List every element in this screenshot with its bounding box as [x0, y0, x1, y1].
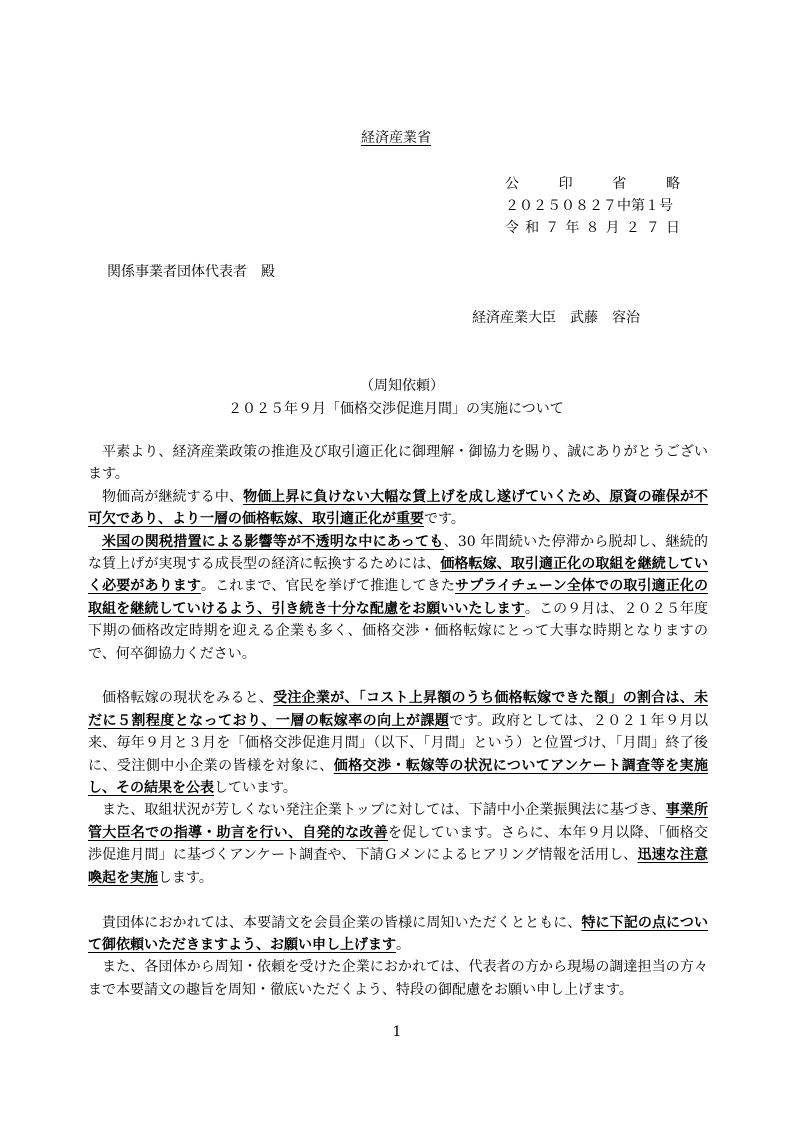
text-run: 貴団体におかれては、本要請文を会員企業の皆様に周知いただくとともに、	[102, 914, 582, 931]
seal-omitted-note	[505, 173, 680, 193]
emphasis-text: 迅速な注意喚起を実施	[88, 847, 708, 886]
text-run: を促しています。さらに、本年９月以降、「価格交渉促進月間」に基づくアンケート調査や、下請Ｇメンによるヒアリング情報を活用し、	[88, 824, 708, 864]
seal-note-char: 公	[505, 176, 519, 192]
text-run: 。	[396, 936, 410, 953]
paragraph-guidance	[88, 799, 708, 889]
document-date	[505, 217, 680, 237]
addressee: 関係事業者団体代表者 殿	[107, 264, 275, 280]
paragraph-greeting: 平素より、経済産業政策の推進及び取引適正化に御理解・御協力を賜り、誠にありがとうございます。	[88, 444, 708, 483]
paragraph-tariff	[88, 531, 708, 665]
date-char: ７	[545, 220, 560, 236]
paragraph-wage-increase	[88, 486, 708, 531]
emphasis-text: 価格転嫁、取引適正化の取組を継続していく必要があります	[88, 556, 709, 595]
emphasis-text: 事業所管大臣名での指導・助言を行い、自発的な改善	[88, 802, 708, 841]
emphasis-text: 特に下記の点について御依頼いただきますよう、お願い申し上げます	[88, 914, 708, 953]
text-run: また、取組状況が芳しくない発注企業トップに対しては、下請中小企業振興法に基づき、	[102, 802, 666, 819]
seal-note-char: 印	[558, 176, 573, 192]
document-number: ２０２５０８２７中第１号	[505, 198, 673, 214]
text-run: しています。	[214, 780, 297, 797]
date-char: ７	[645, 220, 660, 236]
text-run: 価格転嫁の現状をみると、	[102, 690, 274, 707]
text-run: 、30 年間続いた停滞から脱却し、継続的な賃上げが実現する成長型の経済に転換するためには、	[88, 533, 708, 573]
ministry-name: 経済産業省	[361, 130, 431, 146]
emphasis-text: 物価上昇に負けない大幅な賃上げを成し遂げていくため、原資の確保が不可欠であり、より一層の価格転嫁、取引適正化が重要	[88, 488, 708, 528]
date-char: 年	[565, 220, 580, 236]
text-run: 。これまで、官民を挙げて推進してきた	[201, 578, 455, 595]
date-char: 日	[666, 220, 680, 236]
paragraph-request	[88, 912, 708, 957]
date-char: ２	[625, 220, 640, 236]
date-char: 令	[505, 220, 519, 236]
text-run: 物価高が継続する中、	[102, 488, 244, 505]
text-run: します。	[158, 869, 213, 886]
emphasis-text: サプライチェーン全体での取引適正化の取組を継続していけるよう、引き続き十分な配慮をお願いいたします	[88, 578, 708, 617]
seal-note-char: 略	[665, 176, 680, 192]
emphasis-text: 米国の関税措置による影響等が不透明な中にあっても	[102, 533, 444, 550]
date-char: 和	[525, 220, 540, 236]
emphasis-text: 受注企業が、「コスト上昇額のうち価格転嫁できた額」の割合は、未だに５割程度となっており、一層の転嫁率の向上が課題	[88, 690, 709, 729]
letter-body	[88, 441, 708, 1001]
emphasis-text: 価格交渉・転嫁等の状況についてアンケート調査等を実施し、その結果を公表	[88, 757, 708, 797]
subject-title: ２０２５年９月「価格交渉促進月間」の実施について	[228, 401, 564, 417]
date-char: ８	[585, 220, 600, 236]
paragraph-dissemination: また、各団体から周知・依頼を受けた企業におかれては、代表者の方から現場の調達担当の方々まで本要請文の趣旨を周知・徹底いただくよう、特段の御配慮をお願い申し上げます。	[88, 959, 708, 998]
page-number: 1	[392, 1024, 402, 1040]
seal-note-char: 省	[612, 176, 627, 192]
date-char: 月	[605, 220, 620, 236]
text-run: 。この９月は、２０２５年度下期の価格改定時期を迎える企業も多く、価格交渉・価格転嫁にとって大事な時期となりますので、何卒御協力ください。	[88, 600, 709, 662]
paragraph-pass-through-status	[88, 687, 708, 799]
text-run: です。	[424, 511, 465, 528]
text-run: です。政府としては、２０２１年９月以来、毎年９月と３月を「価格交渉促進月間」（以下、「月間」という）と位置づけ、「月間」終了後に、受注側中小企業の皆様を対象に、	[88, 712, 708, 774]
subject-label: （周知依頼）	[360, 378, 444, 394]
sender: 経済産業大臣 武藤 容治	[472, 310, 640, 326]
